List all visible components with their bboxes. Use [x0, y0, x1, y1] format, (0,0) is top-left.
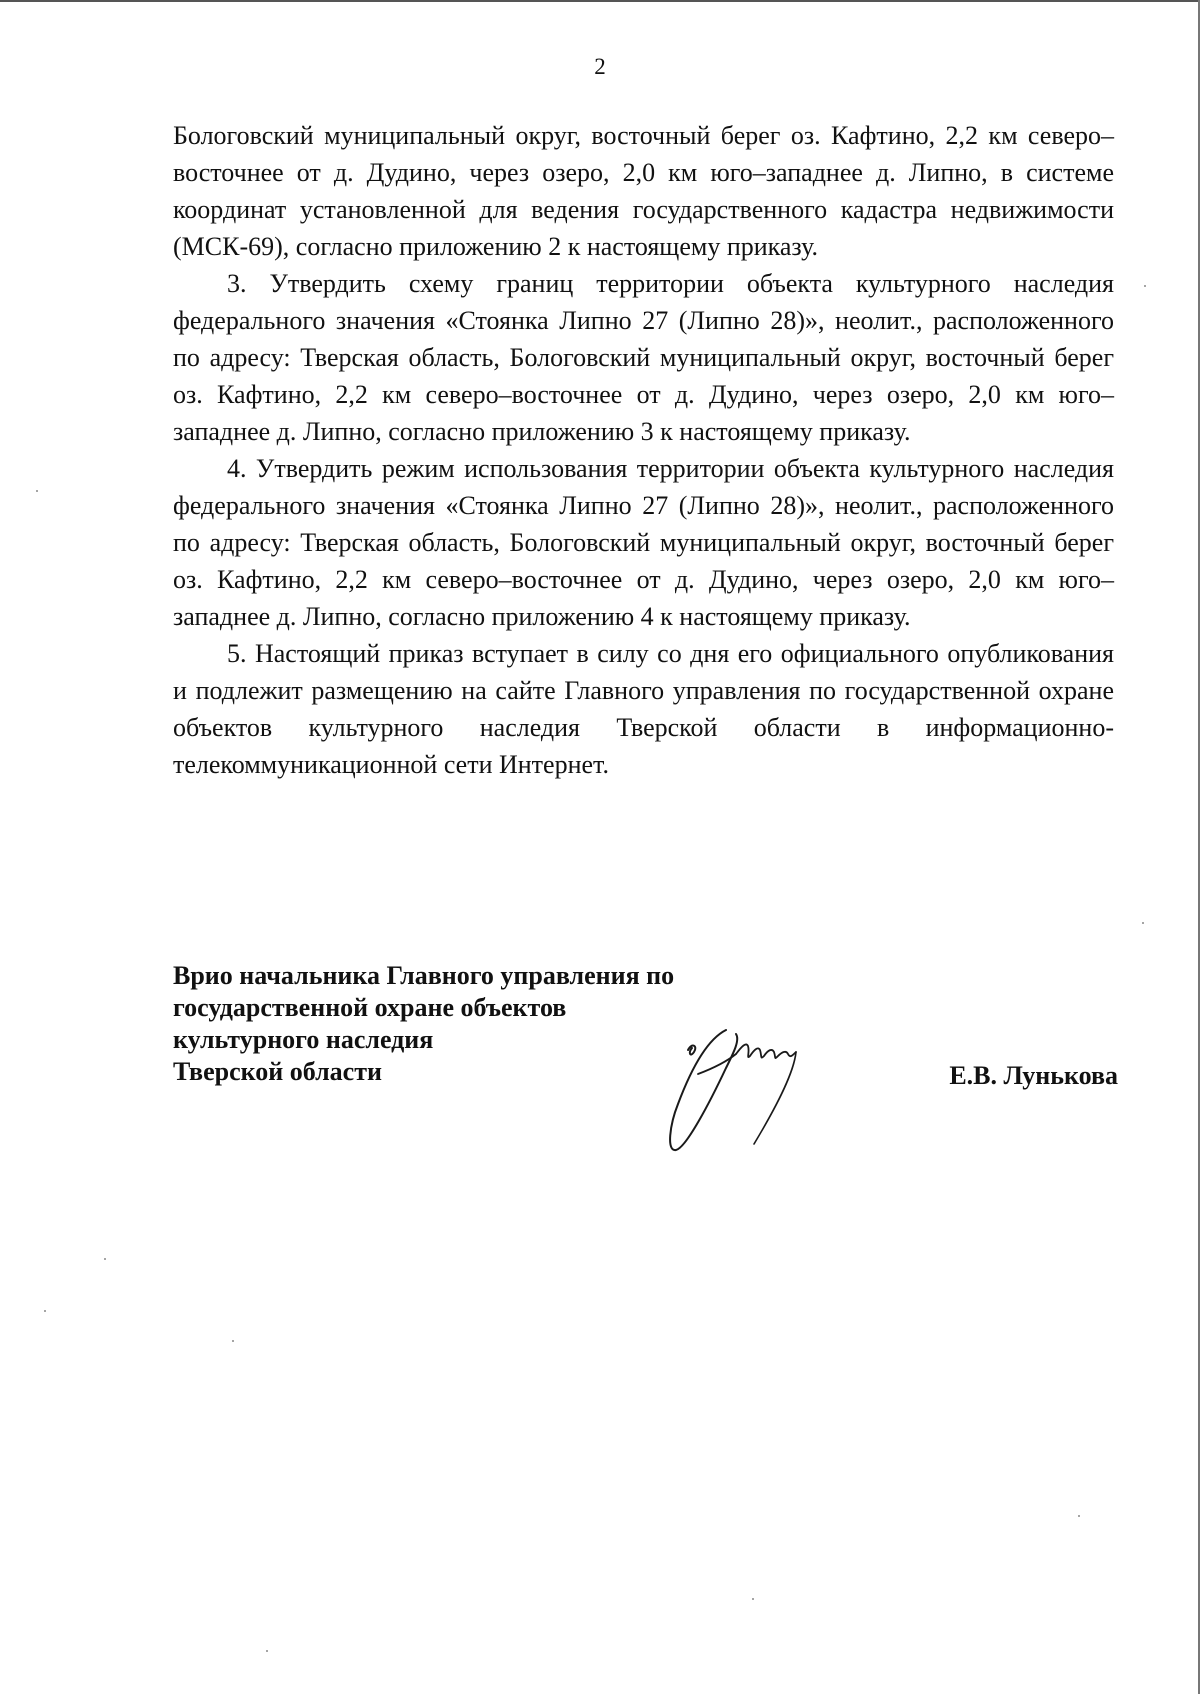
paragraph-item-5: 5. Настоящий приказ вступает в силу со дня его официального опубликования и подлежит размещению на сайте Главного управления по государственной охране объектов культурного наследия Тверской области в информационно-телекоммуникационной сети Интернет. [173, 639, 1114, 779]
scan-speck [1144, 285, 1146, 287]
scan-speck [36, 490, 38, 492]
signatory-position-line: Врио начальника Главного управления по [173, 961, 675, 990]
scan-speck [232, 1340, 234, 1342]
scan-speck [104, 1258, 106, 1260]
page-number: 2 [594, 54, 606, 79]
scan-speck [266, 1650, 268, 1652]
signatory-position-line: культурного наследия [173, 1025, 434, 1054]
paragraph-continuation: Бологовский муниципальный округ, восточный берег оз. Кафтино, 2,2 км северо–восточнее от д. Дудино, через озеро, 2,0 км юго–западнее д. Липно, в системе координат установленной для ведения государственного кадастра недвижимости (МСК-69), согласно приложению 2 к настоящему приказу. [173, 121, 1114, 261]
scan-speck [44, 1310, 46, 1312]
order-body [173, 117, 1114, 783]
scan-edge-top [0, 0, 1200, 2]
handwritten-signature-icon [668, 1012, 868, 1162]
signatory-name: Е.В. Лунькова [949, 1061, 1118, 1090]
signatory-position-line: государственной охране объектов [173, 993, 567, 1022]
scan-speck [1142, 922, 1144, 924]
signatory-position-line: Тверской области [173, 1057, 382, 1086]
paragraph-item-4: 4. Утвердить режим использования территории объекта культурного наследия федерального значения «Стоянка Липно 27 (Липно 28)», неолит., расположенного по адресу: Тверская область, Бологовский муниципальный округ, восточный берег оз. Кафтино, 2,2 км северо–восточнее от д. Дудино, через озеро, 2,0 км юго–западнее д. Липно, согласно приложению 4 к настоящему приказу. [173, 454, 1114, 631]
scan-speck [752, 1598, 754, 1600]
paragraph-item-3: 3. Утвердить схему границ территории объекта культурного наследия федерального значения «Стоянка Липно 27 (Липно 28)», неолит., расположенного по адресу: Тверская область, Бологовский муниципальный округ, восточный берег оз. Кафтино, 2,2 км северо–восточнее от д. Дудино, через озеро, 2,0 км юго–западнее д. Липно, согласно приложению 3 к настоящему приказу. [173, 269, 1114, 446]
scan-speck [1078, 1515, 1080, 1517]
